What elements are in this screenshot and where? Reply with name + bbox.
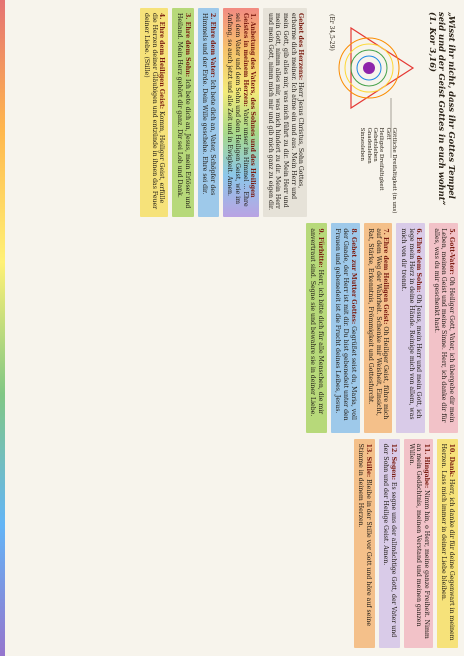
prayer-band <box>396 223 425 432</box>
band-heading: 1. Anbetung des Vaters, des Sohnes und des Heiligen Geistes in meinem Herzen: <box>241 13 257 198</box>
band-heading: 10. Dank: <box>448 443 455 478</box>
band-text: Es segne uns der allmächtige Gott, der Vater und der Sohn und der Heilige Geist. Amen. <box>382 443 398 638</box>
legend-item: Sinnesleben <box>359 127 366 161</box>
diagram-legend <box>359 128 397 214</box>
legend-item: Gebetsleben <box>372 127 378 162</box>
band-text: Gegrüßet seist du, Maria, voll der Gnade, der Herr ist mit dir. Du bist gebenedeit unter den Frauen und gebenedeit ist die Frucht deines Leibes, Jesus. <box>334 228 357 421</box>
band-text: Ich bete dich an, Vater, Schöpfer des Himmels und der Erde. Dein Wille geschehe. Ehre sei dir. <box>201 13 216 196</box>
band-heading: 8. Gebet zur Mutter Gottes: <box>349 228 357 325</box>
band-heading: 13. Stille: <box>364 443 372 478</box>
page-title: „Wisst ihr nicht, dass ihr Gottes Tempel seid und der Geist Gottes in euch wohnt“ (1. Kor 3,16) <box>427 12 457 206</box>
band-text: Oh Heiliger Geist, führe mich auf dem Weg der Wahrheit. Schenke mir Weisheit, Einsicht, Rat, Stärke, Erkenntnis, Frömmigkeit und Gottesfurcht. <box>367 228 390 420</box>
band-text: Nimm hin, o Herr, meine ganze Freiheit. Nimm an mein Gedächtnis, meinen Verstand und meinen ganzen Willen. <box>407 443 430 639</box>
trinity-diagram <box>311 8 421 217</box>
prayer-band <box>173 8 194 217</box>
column-2 <box>6 223 458 432</box>
prayer-band <box>429 223 458 432</box>
band-text: Herr, ich bitte dich für alle Menschen, die mir anvertraut sind. Segne sie und bewahre sie in deiner Liebe. <box>309 228 324 417</box>
legend-item: Gnadenleben <box>365 127 372 164</box>
band-text: Oh Heiliger Gott, Vater, ich übergebe dir mein Leben, meinen Geist und meine Sinne. Herr, ich danke dir für alles, was du mir geschenkt hast. <box>432 228 455 423</box>
prayer-band <box>306 223 327 432</box>
bible-reference: (Er 34,5-29) <box>328 14 336 51</box>
legend-item: Göttliche Dreifaltigkeit (in uns) <box>391 127 398 214</box>
prayer-band <box>263 8 307 217</box>
band-text: Herr, ich danke dir für deine Gegenwart in meinem Herzen. Lass mich immer in deiner Liebe bleiben. <box>440 443 455 641</box>
band-text: Herr Jesus Christus, Sohn Gottes, erbarme dich meiner. Ich atme ein und aus. Mein Herr und mein Gott, gib alles mir, was mich führt zu dir. Mein Herr und mein Gott, nimm alles mir, was mich hindert zu dir. Mein Herr und mein Gott, nimm mich mir und gib mich ganz zu eigen dir. <box>266 13 305 211</box>
band-text: Oh Jesus, mein Herr und mein Gott, ich lege mein Herz in deine Hände. Reinige mich von allem, was mich von dir trennt. <box>400 228 423 420</box>
prayer-band <box>404 439 433 648</box>
prayer-band <box>437 439 458 648</box>
legend-item: Gott <box>384 127 391 140</box>
prayer-band <box>140 8 169 217</box>
legend-item: Heiligste Dreifaltigkeit <box>378 127 385 191</box>
prayer-band <box>198 8 219 217</box>
band-heading: 7. Ehre dem Heiligen Geist: <box>382 228 390 325</box>
prayer-band <box>379 439 400 648</box>
prayer-band <box>354 439 375 648</box>
band-heading: 2. Ehre dem Vater: <box>208 13 216 78</box>
ring-violet <box>363 62 375 74</box>
band-heading: Gebet des Herzens: <box>297 13 305 81</box>
column-3 <box>6 439 458 648</box>
band-text: Vater unser im Himmel ... Ehre sei dem Vater und dem Sohn und dem Heiligen Geist, wie im Anfang, so auch jetzt und alle Zeit und in Ewigkeit. Amen. <box>226 13 249 207</box>
band-text: Komm, Heiliger Geist, erfülle die Herzen deiner Gläubigen und entzünde in ihnen das Feuer deiner Liebe. (Stille) <box>143 13 166 210</box>
band-heading: 3. Ehre dem Sohn: <box>183 13 191 78</box>
band-text: Bleibe in der Stille vor Gott und höre auf seine Stimme in deinem Herzen. <box>357 443 372 627</box>
band-heading: 12. Segen: <box>390 443 398 481</box>
band-heading: 9. Fürbitte: <box>316 228 324 268</box>
column-1 <box>6 8 458 217</box>
band-heading: 11. Hingabe: <box>422 443 430 489</box>
prayer-band <box>223 8 259 217</box>
band-heading: 4. Ehre dem Heiligen Geist: <box>158 13 166 110</box>
triangle-shape <box>351 28 413 108</box>
band-text: Ich bete dich an, Jesus, mein Erlöser und Heiland. Mein Herz gehört dir ganz. Dir sei Lob und Dank. <box>176 13 191 209</box>
prayer-band <box>364 223 393 432</box>
prayer-band <box>331 223 360 432</box>
band-heading: 5. Gott-Vater: <box>448 228 455 275</box>
band-heading: 6. Ehre dem Sohn: <box>415 228 423 293</box>
